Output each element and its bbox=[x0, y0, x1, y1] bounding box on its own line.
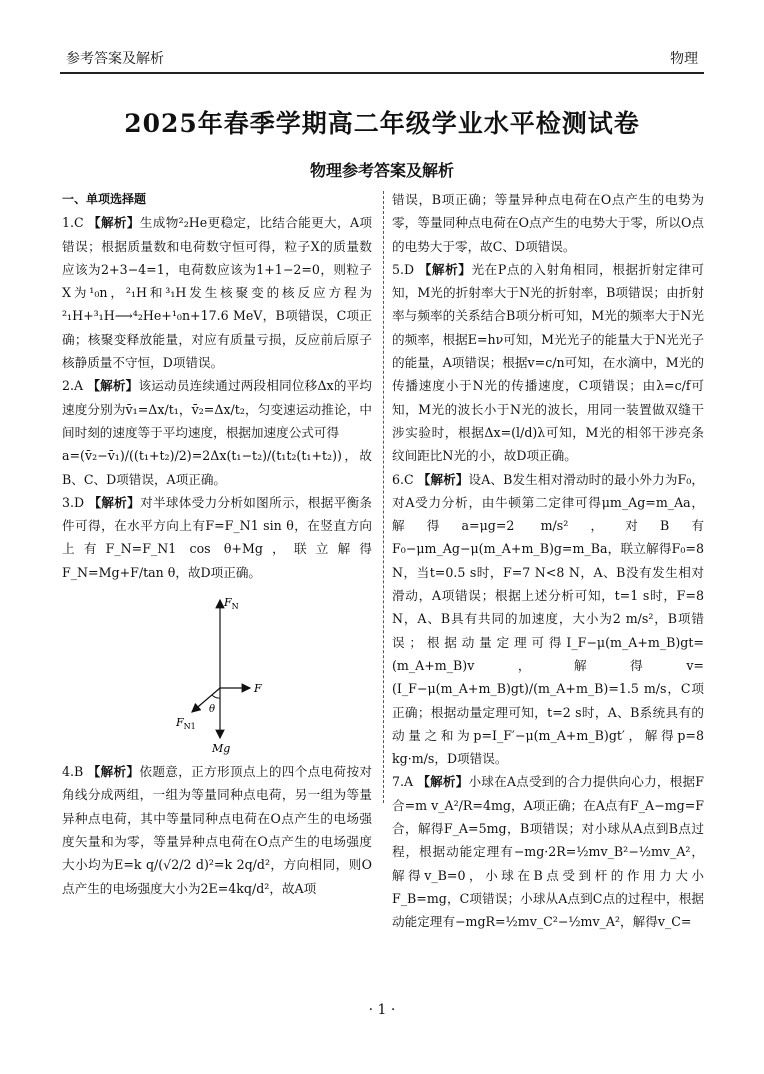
answer-2-number: 2.A bbox=[62, 378, 84, 394]
answer-4-continued: 错误，B项正确；等量异种点电荷在O点产生的电势为零，等量同种点电荷在O点产生的电势大于零，所以O点的电势大于零，故C、D项错误。 bbox=[392, 192, 704, 254]
answer-1-text: 生成物²₂He更稳定，比结合能更大，A项错误；根据质量数和电荷数守恒可得，粒子X的质量数应该为2+3−4=1，电荷数应该为1+1−2=0，则粒子X为¹₀n，²₁H和³₁H发生核聚变的核反应方程为²₁H+³₁H⟶⁴₂He+¹₀n+17.6 MeV，B项错误，C项正确；核聚变释放能量，对应有质量亏损，反应前后原子核静质量不守恒，D项错误。 bbox=[62, 215, 372, 371]
analysis-tag: 【解析】 bbox=[417, 471, 469, 487]
angle-arc bbox=[212, 695, 220, 698]
label-theta: θ bbox=[209, 704, 216, 716]
answer-1 bbox=[62, 211, 372, 374]
answer-5-number: 5.D bbox=[392, 261, 415, 277]
label-mg: Mg bbox=[212, 742, 231, 756]
answer-3-number: 3.D bbox=[62, 494, 85, 510]
answer-4-text: 依题意，正方形顶点上的四个点电荷按对角线分成两组，一组为等量同种点电荷，另一组为等量异种点电荷，其中等量同种点电荷在O点产生的电场强度矢量和为零，等量异种点电荷在O点产生的电场强度大小均为E=k q/(√2/2 d)²=k 2q/d²，方向相同，则O点产生的电场强度大小为2E=4kq/d²，故A项 bbox=[62, 764, 372, 896]
answer-6 bbox=[392, 468, 704, 771]
page-number: · 1 · bbox=[368, 1002, 396, 1018]
analysis-tag: 【解析】 bbox=[87, 764, 140, 780]
column-divider bbox=[383, 191, 384, 803]
answer-1-number: 1.C bbox=[62, 215, 84, 231]
label-fn1: $F_{N1}$ bbox=[176, 716, 196, 732]
analysis-tag: 【解析】 bbox=[87, 378, 139, 394]
section-heading: 一、单项选择题 bbox=[62, 192, 147, 206]
left-column bbox=[62, 188, 372, 900]
analysis-tag: 【解析】 bbox=[418, 261, 472, 277]
answer-2-text: 该运动员连续通过两段相同位移Δx的平均速度分别为v̄₁=Δx/t₁，v̄₂=Δx/t₂，匀变速运动推论，中间时刻的速度等于平均速度，根据加速度公式可得 bbox=[62, 378, 372, 440]
answer-2-formula: a=(v̄₂−v̄₁)/((t₁+t₂)/2)=2Δx(t₁−t₂)/(t₁t₂(t₁+t₂))，故B、C、D项错误，A项正确。 bbox=[62, 448, 372, 487]
answer-6-number: 6.C bbox=[392, 471, 414, 487]
answer-7-text: 小球在A点受到的合力提供向心力，根据F合=m v_A²/R=4mg，A项正确；在A点有F_A−mg=F合，解得F_A=5mg，B项错误；对小球从A点到B点过程，根据动能定理有−mg·2R=½mv_B²−½mv_A²，解得v_B=0，小球在B点受到杆的作用力大小F_B=mg，C项错误；小球从A点到C点的过程中，根据动能定理有−mgR=½mv_C²−½mv_A²，解得v_C= bbox=[392, 774, 704, 930]
page-subtitle: 物理参考答案及解析 bbox=[309, 161, 454, 180]
right-column bbox=[392, 188, 704, 934]
analysis-tag: 【解析】 bbox=[417, 774, 469, 790]
analysis-tag: 【解析】 bbox=[88, 215, 140, 231]
answer-4-number: 4.B bbox=[62, 764, 84, 780]
answer-5 bbox=[392, 258, 704, 468]
force-diagram bbox=[62, 588, 372, 758]
answer-3-text: 对半球体受力分析如图所示，根据平衡条件可得，在水平方向上有F=F_N1 sin θ，在竖直方向上有F_N=F_N1 cos θ+Mg，联立解得F_N=Mg+F/tan θ，故D项正确。 bbox=[62, 494, 373, 580]
label-fn: $F_N$ bbox=[224, 596, 239, 612]
answer-6-text: 设A、B发生相对滑动时的最小外力为F₀，对A受力分析，由牛顿第二定律可得μm_Ag=m_Aa，解得a=μg=2 m/s²，对B有F₀−μm_Ag−μ(m_A+m_B)g=m_Ba，联立解得F₀=8 N，当t=0.5 s时，F=7 N<8 N，A、B没有发生相对滑动，A项错误；根据上述分析可知，t=1 s时，F=8 N，A、B具有共同的加速度，大小为2 m/s²，B项错误；根据动量定理可得I_F−μ(m_A+m_B)gt=(m_A+m_B)v，解得v=(I_F−μ(m_A+m_B)gt)/(m_A+m_B)=1.5 m/s，C项正确；根据动量定理可知，t=2 s时，A、B系统具有的动量之和为p=I_F′−μ(m_A+m_B)gt′，解得p=8 kg·m/s，D项错误。 bbox=[392, 471, 704, 767]
answer-7 bbox=[392, 770, 704, 933]
answer-7-number: 7.A bbox=[392, 774, 414, 790]
header-subject: 物理 bbox=[670, 51, 698, 67]
page-header bbox=[60, 44, 704, 74]
fn1-force-arrow bbox=[192, 688, 220, 712]
header-left: 参考答案及解析 bbox=[66, 51, 164, 67]
analysis-tag: 【解析】 bbox=[88, 494, 141, 510]
answer-3 bbox=[62, 491, 372, 584]
answer-5-text: 光在P点的入射角相同，根据折射定律可知，M光的折射率大于N光的折射率，B项错误；由折射率与频率的关系结合B项分析可知，M光的频率大于N光的频率，根据E=hν可知，M光光子的能量大于N光光子的能量，A项错误；根据v=c/n可知，在水滴中，M光的传播速度小于N光的传播速度，C项错误；由λ=c/f可知，M光的波长小于N光的波长，用同一装置做双缝干涉实验时，根据Δx=(l/d)λ可知，M光的相邻干涉亮条纹间距比N光的小，故D项正确。 bbox=[392, 261, 704, 464]
force-diagram-svg bbox=[62, 588, 372, 758]
answer-4 bbox=[62, 760, 372, 900]
label-f: F bbox=[254, 682, 262, 696]
page-title: 2025年春季学期高二年级学业水平检测试卷 bbox=[124, 109, 640, 138]
answer-2 bbox=[62, 374, 372, 490]
